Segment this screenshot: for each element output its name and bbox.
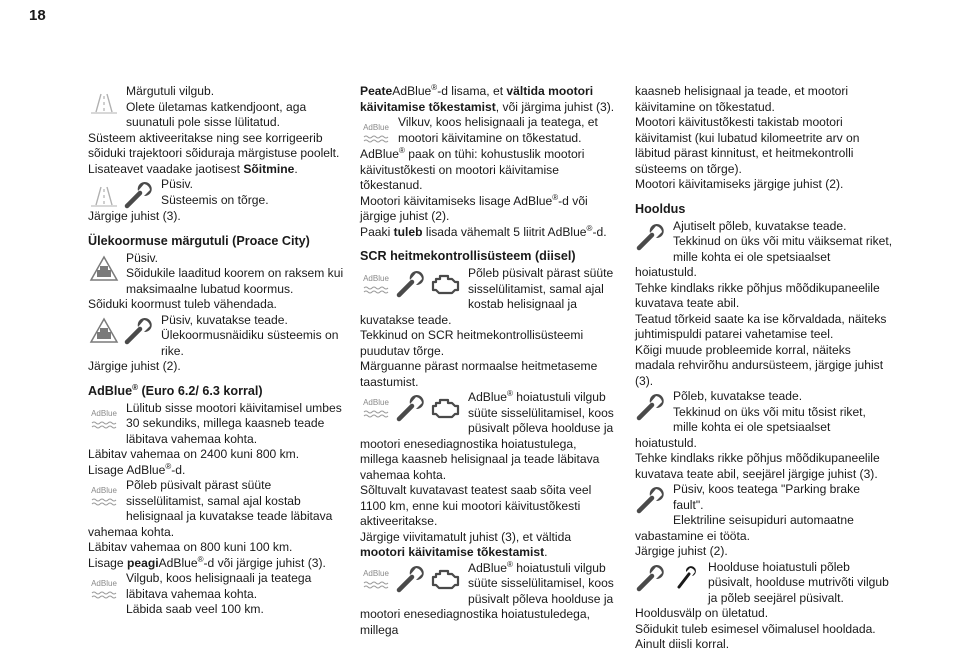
text: Püsiv. bbox=[161, 177, 194, 191]
engine-icon bbox=[430, 392, 462, 422]
adblue-entry-3 bbox=[88, 571, 346, 618]
lane-fault-entry bbox=[88, 177, 346, 225]
service-entry-2 bbox=[635, 389, 893, 482]
text: Süsteemis on tõrge. bbox=[161, 192, 269, 207]
adblue-icon bbox=[360, 563, 392, 593]
text: Lisateavet vaadake jaotisest Sõitmine. bbox=[88, 161, 298, 176]
spanner-icon bbox=[670, 562, 702, 592]
text: Kõigi muude probleemide korral, näiteks madala rehvirõhu andursüsteem, järgige juhist (3). bbox=[635, 342, 884, 388]
lane-departure-entry bbox=[88, 84, 346, 177]
text: Püsiv. bbox=[126, 250, 159, 265]
wrench-icon bbox=[635, 391, 667, 421]
text: AdBlue® hoiatustuli vilgub süüte sisselülitamisel, koos püsivalt põleva hoolduse ja mootori enesediagnostika hoiatustuledega, millega bbox=[360, 559, 614, 637]
lane-departure-icon bbox=[88, 86, 120, 116]
text: Hoolduse hoiatustuli põleb püsivalt, hoolduse mutrivõti vilgub ja põleb seejärel püsivalt. bbox=[708, 559, 889, 605]
text: Sõidukile laaditud koorem on raksem kui maksimaalne lubatud koormus. bbox=[126, 266, 344, 296]
text: Läbitav vahemaa on 800 kuni 100 km. bbox=[88, 540, 293, 554]
text: Mootori käivitustõkesti takistab mootori käivitamist (kui lubatud kilomeetrite arv on läbitud pärast kinnitust, et heitmekontrolli süsteems on tõrge). bbox=[635, 115, 860, 176]
column-1 bbox=[88, 84, 346, 618]
adblue-entry-1 bbox=[88, 401, 346, 479]
text: Lisage AdBlue®-d. bbox=[88, 461, 186, 477]
adblue-icon bbox=[88, 480, 120, 510]
adblue-icon bbox=[88, 403, 120, 433]
column-2 bbox=[360, 84, 616, 638]
text: Läbitav vahemaa on 2400 kuni 800 km. bbox=[88, 447, 300, 461]
adblue-icon bbox=[360, 392, 392, 422]
text: Teatud tõrkeid saate ka ise kõrvaldada, näiteks juhtimispuldi patarei vahetamise teel. bbox=[635, 311, 887, 341]
text: Püsiv, kuvatakse teade. bbox=[161, 312, 288, 327]
section-heading: Hooldus bbox=[635, 201, 686, 216]
text: Lülitub sisse mootori käivitamisel umbes 30 sekundiks, millega kaasneb teade läbitava vahemaa kohta. bbox=[126, 400, 342, 446]
adblue-entry-2 bbox=[88, 478, 346, 571]
text: Järgige viivitamatult juhist (3), et vältida mootori käivitamise tõkestamist. bbox=[360, 529, 572, 559]
text: Sõiduki koormust tuleb vähendada. bbox=[88, 297, 277, 311]
text: AdBlue® paak on tühi: kohustuslik mootori käivitustõkesti on mootori käivitamise tõkestanud. bbox=[360, 145, 585, 192]
text: Tehke kindlaks rikke põhjus mõõdikupaneelile kuvatava teate abil. bbox=[635, 280, 880, 310]
text: Püsiv, koos teatega "Parking brake fault". bbox=[673, 482, 860, 512]
text: Järgige juhist (3). bbox=[88, 209, 181, 223]
text: kaasneb helisignaal ja teade, et mootori käivitamine on tõkestatud. bbox=[635, 84, 849, 114]
scr-entry-2 bbox=[360, 390, 616, 561]
text: Märgutuli vilgub. bbox=[126, 84, 215, 98]
wrench-icon bbox=[123, 315, 155, 345]
overload-entry bbox=[88, 251, 346, 313]
wrench-icon bbox=[123, 179, 155, 209]
service-entry-3 bbox=[635, 482, 893, 560]
wrench-icon bbox=[395, 563, 427, 593]
text: Olete ületamas katkendjoont, aga suunatuli pole sisse lülitatud. bbox=[126, 99, 307, 129]
text: Järgige juhist (2). bbox=[88, 359, 181, 373]
text: Tehke kindlaks rikke põhjus mõõdikupaneelile kuvatava teate abil, seejärel järgige juhist (3). bbox=[635, 451, 880, 481]
text: Sõidukit tuleb esimesel võimalusel hooldada. bbox=[635, 621, 876, 636]
text: Märguanne pärast normaalse heitmetaseme taastumist. bbox=[360, 359, 598, 389]
text: Süsteem aktiveeritakse ning see korrigeerib sõiduki trajektoori sõiduraja märgistuse poolelt. bbox=[88, 130, 340, 160]
text: Tekkinud on üks või mitu tõsist riket, mille kohta ei ole spetsiaalset hoiatustuld. bbox=[635, 404, 866, 450]
service-entry-1 bbox=[635, 219, 893, 390]
wrench-icon bbox=[395, 392, 427, 422]
text: Mootori käivitamiseks lisage AdBlue®-d või järgige juhist (2). bbox=[360, 192, 588, 223]
text: Vilkuv, koos helisignaali ja teatega, et mootori käivitamine on tõkestatud. bbox=[398, 115, 598, 145]
text: Läbida saab veel 100 km. bbox=[126, 602, 264, 616]
wrench-icon bbox=[635, 484, 667, 514]
overload-fault-entry bbox=[88, 313, 346, 375]
overload-icon bbox=[88, 315, 120, 345]
adblue-icon bbox=[360, 268, 392, 298]
adblue-icon bbox=[360, 117, 392, 147]
column-3 bbox=[635, 84, 893, 653]
engine-icon bbox=[430, 268, 462, 298]
text: Tekkinud on SCR heitmekontrollisüsteemi puudutav tõrge. bbox=[360, 328, 584, 358]
wrench-icon bbox=[635, 562, 667, 592]
text: Põleb püsivalt pärast süüte sisselülitamist, samal ajal kostab helisignaal ja kuvatakse teade. bbox=[360, 266, 614, 327]
text: Hooldusvälp on ületatud. bbox=[635, 606, 769, 620]
scr-entry-3 bbox=[360, 561, 616, 639]
overload-icon bbox=[88, 253, 120, 283]
section-heading: AdBlue® (Euro 6.2/ 6.3 korral) bbox=[88, 382, 263, 398]
section-heading: SCR heitmekontrollisüsteem (diisel) bbox=[360, 249, 576, 263]
wrench-icon bbox=[635, 221, 667, 251]
service-entry-4 bbox=[635, 560, 893, 653]
text: Lisage peagiAdBlue®-d või järgige juhist (3). bbox=[88, 554, 326, 570]
lane-departure-icon bbox=[88, 179, 120, 209]
text: Vilgub, koos helisignaali ja teatega läbitava vahemaa kohta. bbox=[126, 571, 312, 601]
text: Ajutiselt põleb, kuvatakse teade. bbox=[673, 218, 847, 233]
text: Mootori käivitamiseks järgige juhist (2). bbox=[635, 177, 844, 191]
scr-entry-1 bbox=[360, 266, 616, 390]
text: Paaki tuleb lisada vähemalt 5 liitrit AdBlue®-d. bbox=[360, 223, 607, 239]
adblue-icon bbox=[88, 573, 120, 603]
text: Ülekoormusnäidiku süsteemis on rike. bbox=[161, 328, 339, 358]
text: Sõltuvalt kuvatavast teatest saab sõita veel 1100 km, enne kui mootori käivitustõkesti aktiveeritakse. bbox=[360, 483, 592, 528]
text: Põleb, kuvatakse teade. bbox=[673, 389, 803, 403]
text: Elektriline seisupiduri automaatne vabastamine ei tööta. bbox=[635, 513, 854, 543]
text: Tekkinud on üks või mitu väiksemat riket, mille kohta ei ole spetsiaalset hoiatustuld. bbox=[635, 234, 893, 279]
text: Põleb püsivalt pärast süüte sisselülitamist, samal ajal kostab helisignaal ja kuvatakse teade läbitava vahemaa kohta. bbox=[88, 478, 333, 539]
engine-icon bbox=[430, 563, 462, 593]
paragraph: PeateAdBlue®-d lisama, et vältida mootori käivitamise tõkestamist, või järgima juhist (3). bbox=[360, 82, 615, 114]
adblue-empty-entry bbox=[360, 115, 616, 240]
text: AdBlue® hoiatustuli vilgub süüte sisselülitamisel, koos püsivalt põleva hoolduse ja mootori enesediagnostika hoiatustulega, millega kaasneb helisignaal ja teade läbitava vahemaa kohta. bbox=[360, 388, 614, 482]
text: Järgige juhist (2). bbox=[635, 544, 728, 558]
page-number: 18 bbox=[29, 7, 46, 24]
section-heading: Ülekoormuse märgutuli (Proace City) bbox=[88, 233, 310, 248]
wrench-icon bbox=[395, 268, 427, 298]
text: Ainult diisli korral. bbox=[635, 637, 730, 651]
